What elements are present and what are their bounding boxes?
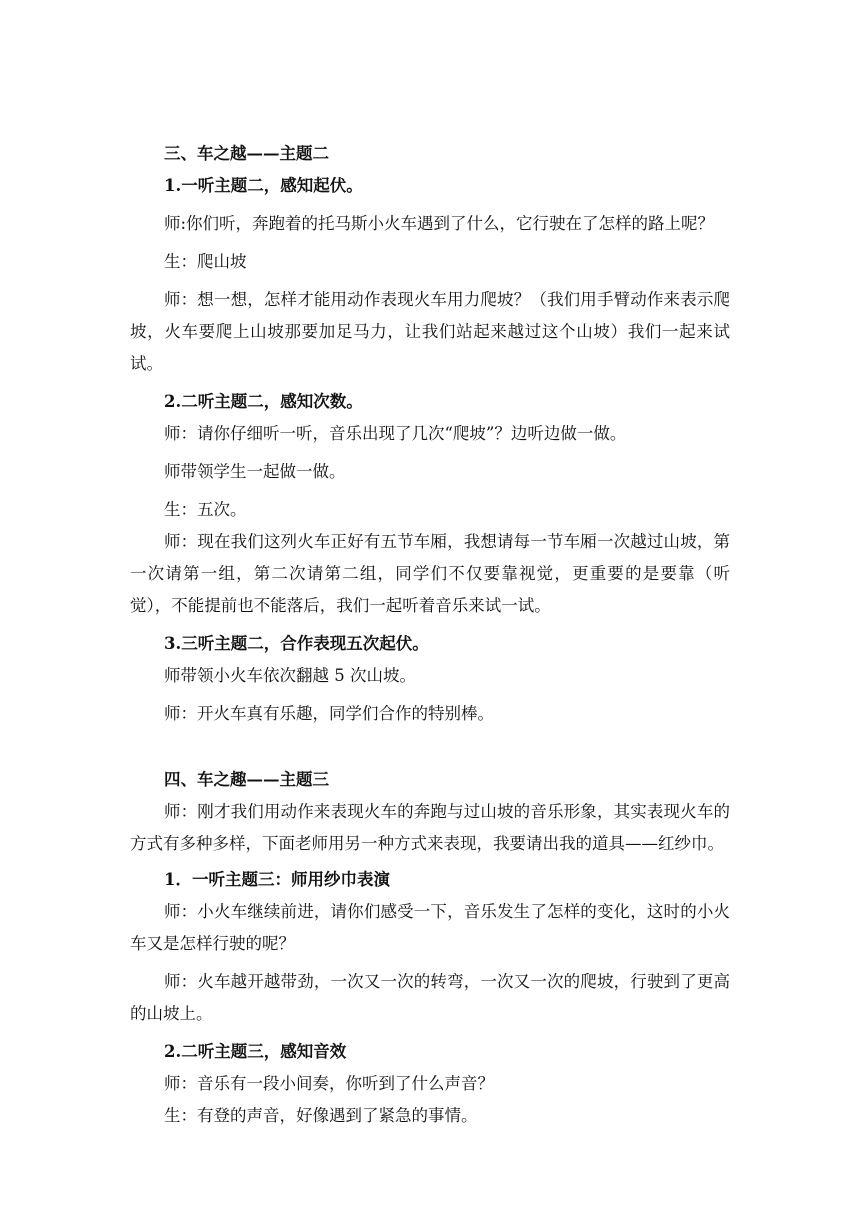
section-4-subheading-1: 1．一听主题三：师用纱巾表演 — [164, 870, 390, 889]
section-3-paragraph-7: 师：现在我们这列火车正好有五节车厢，我想请每一节车厢一次越过山坡，第一次请第一组，第二次请第二组，同学们不仅要靠视觉，更重要的是要靠（听觉），不能提前也不能落后，我们一起听着音乐来试一试。 — [130, 532, 730, 615]
section-3-subheading-2: 2.二听主题二，感知次数。 — [164, 392, 363, 411]
section-4-paragraph-2: 师：小火车继续前进，请你们感受一下，音乐发生了怎样的变化，这时的小火车又是怎样行驶的呢？ — [130, 902, 730, 953]
section-3-paragraph-6: 生：五次。 — [164, 500, 247, 519]
section-4-subheading-2: 2.二听主题三，感知音效 — [164, 1042, 347, 1061]
section-3-paragraph-2: 生：爬山坡 — [164, 252, 247, 271]
section-4-paragraph-5: 生：有登的声音，好像遇到了紧急的事情。 — [164, 1106, 478, 1125]
section-4-paragraph-3: 师：火车越开越带劲，一次又一次的转弯，一次又一次的爬坡，行驶到了更高的山坡上。 — [130, 972, 730, 1023]
section-3-subheading-1: 1.一听主题二，感知起伏。 — [164, 176, 363, 195]
section-3-paragraph-9: 师：开火车真有乐趣，同学们合作的特别棒。 — [164, 704, 494, 723]
section-3-paragraph-5: 师带领学生一起做一做。 — [164, 462, 346, 481]
section-3-paragraph-8: 师带领小火车依次翻越 5 次山坡。 — [164, 666, 416, 685]
section-3-subheading-3: 3.三听主题二，合作表现五次起伏。 — [164, 634, 429, 653]
section-3-paragraph-1: 师:你们听，奔跑着的托马斯小火车遇到了什么，它行驶在了怎样的路上呢？ — [164, 214, 715, 233]
section-4-paragraph-4: 师：音乐有一段小间奏，你听到了什么声音？ — [164, 1074, 494, 1093]
section-3-paragraph-3: 师：想一想，怎样才能用动作表现火车用力爬坡？（我们用手臂动作来表示爬坡，火车要爬上山坡那要加足马力，让我们站起来越过这个山坡）我们一起来试试。 — [130, 290, 730, 373]
section-3-heading: 三、车之越——主题二 — [164, 144, 329, 163]
section-4-paragraph-1: 师：刚才我们用动作来表现火车的奔跑与过山坡的音乐形象，其实表现火车的方式有多种多样，下面老师用另一种方式来表现，我要请出我的道具——红纱巾。 — [130, 802, 730, 853]
section-4-heading: 四、车之趣——主题三 — [164, 770, 329, 789]
document-page — [130, 138, 730, 1132]
section-3-paragraph-4: 师：请你仔细听一听，音乐出现了几次“爬坡”？边听边做一做。 — [164, 424, 627, 443]
